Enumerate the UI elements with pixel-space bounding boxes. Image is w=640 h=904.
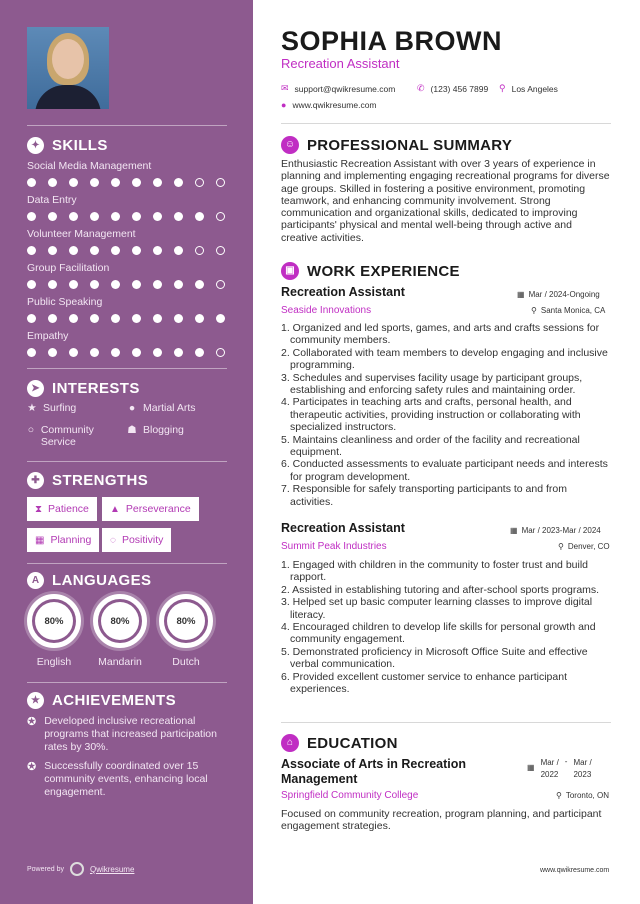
skill-item bbox=[27, 160, 232, 187]
footer-url[interactable]: www.qwikresume.com bbox=[540, 867, 610, 874]
divider bbox=[27, 368, 227, 369]
rating-dot bbox=[153, 348, 162, 357]
job-duties bbox=[281, 322, 611, 508]
phone-icon: ✆ bbox=[417, 83, 425, 93]
education-heading: ⌂ EDUCATION bbox=[281, 734, 398, 752]
rating-dot bbox=[174, 246, 183, 255]
skill-label: Empathy bbox=[27, 330, 69, 342]
languages-title: LANGUAGES bbox=[52, 572, 152, 589]
divider bbox=[27, 682, 227, 683]
rating-dot bbox=[69, 314, 78, 323]
calendar-icon: ▦ bbox=[35, 534, 45, 546]
rating-dot bbox=[174, 280, 183, 289]
trophy-icon: ★ bbox=[27, 692, 44, 709]
interest-item: ☗ Blogging bbox=[127, 424, 184, 436]
lightbulb-icon: ✦ bbox=[27, 137, 44, 154]
sidebar bbox=[0, 0, 253, 904]
profile-photo bbox=[27, 27, 109, 109]
calendar-icon: ▦ bbox=[510, 526, 518, 535]
award-icon: ✪ bbox=[27, 716, 37, 728]
rating-dot bbox=[48, 348, 57, 357]
candidate-name: SOPHIA BROWN bbox=[281, 26, 502, 56]
divider bbox=[27, 125, 227, 126]
rating-dot bbox=[111, 246, 120, 255]
rating-dot bbox=[195, 280, 204, 289]
rating-dot bbox=[69, 246, 78, 255]
list-item: 6. Provided excellent customer service to enhance participant experiences. bbox=[281, 670, 567, 696]
achievement-item: ✪ Successfully coordinated over 15 community events, enhancing local engagement. bbox=[27, 760, 208, 798]
language-ring: 80% bbox=[27, 594, 81, 648]
rating-dot bbox=[27, 314, 36, 323]
list-item: 3. Schedules and supervises facility usage by participant groups, establishing and enforcing safety rules and maintaining order. bbox=[281, 371, 583, 397]
job-title: Recreation Assistant bbox=[281, 285, 405, 299]
rating-dot bbox=[174, 178, 183, 187]
job-location: ⚲ Santa Monica, CA bbox=[531, 306, 606, 315]
interest-item: ★ Surfing bbox=[27, 402, 77, 414]
rating-dot bbox=[69, 280, 78, 289]
email[interactable]: ✉ support@qwikresume.com bbox=[281, 83, 396, 94]
interest-item: ● Martial Arts bbox=[128, 402, 196, 414]
summary-heading: ☺ PROFESSIONAL SUMMARY bbox=[281, 136, 512, 154]
achievements-title: ACHIEVEMENTS bbox=[52, 692, 176, 709]
rating-dot bbox=[27, 348, 36, 357]
circle-icon: ○ bbox=[27, 424, 35, 436]
interests-title: INTERESTS bbox=[52, 380, 140, 397]
language-ring: 80% bbox=[93, 594, 147, 648]
mail-icon: ✉ bbox=[281, 83, 289, 93]
education-date: ▦ Mar / 2022 - Mar / 2023 bbox=[527, 757, 592, 779]
rating-dot bbox=[216, 246, 225, 255]
rating-dot bbox=[69, 178, 78, 187]
divider bbox=[27, 461, 227, 462]
users-icon: ☗ bbox=[127, 424, 137, 436]
badge-icon: ✚ bbox=[27, 472, 44, 489]
list-item: 4. Participates in teaching arts and crafts, personal health, and therapeutic activities, providing instruction or collaborating with specialized instructors. bbox=[281, 396, 581, 434]
job-date: ▦ Mar / 2024-Ongoing bbox=[517, 290, 600, 299]
rating-dot bbox=[132, 280, 141, 289]
skill-item bbox=[27, 194, 232, 221]
rating-dot bbox=[48, 246, 57, 255]
rating-dot bbox=[90, 314, 99, 323]
pin-icon: ⚲ bbox=[531, 306, 537, 315]
pin-icon: ⚲ bbox=[556, 791, 562, 800]
globe-icon: ● bbox=[281, 100, 287, 110]
rating-dot bbox=[90, 246, 99, 255]
skill-label: Volunteer Management bbox=[27, 228, 136, 240]
paper-plane-icon: ➤ bbox=[27, 380, 44, 397]
rating-dot bbox=[132, 178, 141, 187]
language-label: Dutch bbox=[172, 656, 200, 668]
experience-heading: ▣ WORK EXPERIENCE bbox=[281, 262, 460, 280]
rating-dot bbox=[69, 212, 78, 221]
languages-heading bbox=[27, 572, 151, 589]
rating-dot bbox=[216, 348, 225, 357]
achievements-heading bbox=[27, 692, 176, 709]
summary-text: Enthusiastic Recreation Assistant with over 3 years of experience in planning and implementing engaging recreational programs for diverse age groups. Skilled in fostering a positive environment, promoting teamwork, and enhancing community involvement. Strong communication and organizational skills, dedicated to improving participants' physical and mental well-being through active and creative activities. bbox=[281, 158, 610, 244]
skill-rating bbox=[27, 314, 232, 323]
rating-dot bbox=[153, 246, 162, 255]
rating-dot bbox=[216, 314, 225, 323]
list-item: 6. Conducted assessments to evaluate participant needs and interests for program development. bbox=[281, 458, 608, 483]
degree-title: Associate of Arts in Recreation Management bbox=[281, 757, 467, 786]
divider bbox=[27, 563, 227, 564]
list-item: 2. Assisted in establishing tutoring and after-school sports programs. bbox=[281, 583, 600, 596]
rating-dot bbox=[132, 246, 141, 255]
rating-dot bbox=[27, 246, 36, 255]
rating-dot bbox=[195, 212, 204, 221]
skill-item bbox=[27, 262, 232, 289]
job-duties bbox=[281, 559, 611, 695]
strength-pill: ⧗ Patience bbox=[27, 497, 97, 521]
rating-dot bbox=[195, 314, 204, 323]
circle-icon: ◌ bbox=[110, 534, 116, 546]
rating-dot bbox=[195, 348, 204, 357]
rating-dot bbox=[27, 280, 36, 289]
calendar-icon: ▦ bbox=[527, 763, 535, 772]
rating-dot bbox=[132, 314, 141, 323]
skills-heading bbox=[27, 137, 108, 154]
job-location: ⚲ Denver, CO bbox=[558, 542, 610, 551]
candidate-role: Recreation Assistant bbox=[281, 56, 400, 71]
star-icon: ★ bbox=[27, 402, 37, 414]
list-item: 7. Responsible for safely transporting participants to and from activities. bbox=[281, 483, 567, 508]
rating-dot bbox=[174, 348, 183, 357]
rating-dot bbox=[48, 178, 57, 187]
skill-rating bbox=[27, 178, 232, 187]
rating-dot bbox=[174, 212, 183, 221]
powered-by: Powered by Qwikresume bbox=[27, 862, 134, 876]
location: ⚲ Los Angeles bbox=[499, 83, 558, 94]
rating-dot bbox=[111, 178, 120, 187]
job-date: ▦ Mar / 2023-Mar / 2024 bbox=[510, 526, 601, 535]
achievement-item: ✪ Developed inclusive recreational programs that increased participation rates by 30%. bbox=[27, 715, 217, 753]
mountain-icon: ▲ bbox=[110, 503, 120, 515]
list-item: 1. Organized and led sports, games, and arts and crafts sessions for community members. bbox=[281, 322, 600, 347]
skill-label: Group Facilitation bbox=[27, 262, 110, 274]
divider bbox=[281, 722, 611, 723]
school-location: ⚲ Toronto, ON bbox=[556, 791, 609, 800]
language-label: Mandarin bbox=[98, 656, 142, 668]
award-icon: ✪ bbox=[27, 761, 37, 773]
phone: ✆ (123) 456 7899 bbox=[417, 83, 489, 94]
company-name: Summit Peak Industries bbox=[281, 541, 387, 552]
rating-dot bbox=[90, 178, 99, 187]
website[interactable]: ● www.qwikresume.com bbox=[281, 100, 377, 110]
graduation-cap-icon: ⌂ bbox=[281, 734, 299, 752]
rating-dot bbox=[132, 348, 141, 357]
school-name: Springfield Community College bbox=[281, 790, 419, 801]
list-item: 4. Encouraged children to develop life skills for personal growth and community engagement. bbox=[281, 621, 596, 646]
rating-dot bbox=[90, 212, 99, 221]
language-label: English bbox=[36, 656, 72, 668]
rating-dot bbox=[174, 314, 183, 323]
strengths-title: STRENGTHS bbox=[52, 472, 149, 489]
rating-dot bbox=[111, 314, 120, 323]
strength-pill: ▦ Planning bbox=[27, 528, 99, 552]
rating-dot bbox=[216, 280, 225, 289]
rating-dot bbox=[132, 212, 141, 221]
rating-dot bbox=[27, 178, 36, 187]
skills-title: SKILLS bbox=[52, 137, 108, 154]
rating-dot bbox=[216, 212, 225, 221]
skill-rating bbox=[27, 212, 232, 221]
divider bbox=[281, 123, 611, 124]
language-ring: 80% bbox=[159, 594, 213, 648]
skill-rating bbox=[27, 280, 232, 289]
list-item: 3. Helped set up basic computer learning classes to improve digital literacy. bbox=[281, 596, 593, 621]
globe-icon: ● bbox=[128, 402, 136, 414]
list-item: 5. Demonstrated proficiency in Microsoft Office Suite and effective verbal communication. bbox=[281, 645, 588, 671]
list-item: 1. Engaged with children in the community to foster trust and build rapport. bbox=[281, 559, 589, 584]
rating-dot bbox=[48, 314, 57, 323]
calendar-icon: ▦ bbox=[517, 290, 525, 299]
list-item: 5. Maintains cleanliness and order of the facility and recreational equipment. bbox=[281, 433, 580, 459]
skill-label: Public Speaking bbox=[27, 296, 103, 308]
hourglass-icon: ⧗ bbox=[35, 503, 43, 515]
location-pin-icon: ⚲ bbox=[499, 83, 506, 93]
pin-icon: ⚲ bbox=[558, 542, 564, 551]
rating-dot bbox=[195, 246, 204, 255]
user-icon: ☺ bbox=[281, 136, 299, 154]
rating-dot bbox=[90, 348, 99, 357]
qwikresume-logo-icon bbox=[70, 862, 84, 876]
rating-dot bbox=[111, 212, 120, 221]
rating-dot bbox=[153, 212, 162, 221]
education-text: Focused on community recreation, program planning, and participant engagement strategies. bbox=[281, 808, 602, 833]
brand-link[interactable]: Qwikresume bbox=[89, 864, 135, 874]
language-icon: A bbox=[27, 572, 44, 589]
rating-dot bbox=[216, 178, 225, 187]
skill-label: Data Entry bbox=[27, 194, 77, 206]
rating-dot bbox=[153, 178, 162, 187]
skill-label: Social Media Management bbox=[27, 160, 152, 172]
skill-rating bbox=[27, 348, 232, 357]
company-name: Seaside Innovations bbox=[281, 305, 372, 316]
interest-item: ○ Community Service bbox=[27, 424, 94, 448]
rating-dot bbox=[48, 280, 57, 289]
rating-dot bbox=[153, 314, 162, 323]
rating-dot bbox=[69, 348, 78, 357]
skill-item bbox=[27, 296, 232, 323]
rating-dot bbox=[48, 212, 57, 221]
list-item: 2. Collaborated with team members to develop engaging and inclusive programming. bbox=[281, 346, 608, 372]
rating-dot bbox=[153, 280, 162, 289]
rating-dot bbox=[195, 178, 204, 187]
rating-dot bbox=[111, 280, 120, 289]
rating-dot bbox=[90, 280, 99, 289]
briefcase-icon: ▣ bbox=[281, 262, 299, 280]
strength-pill: ▲ Perseverance bbox=[102, 497, 199, 521]
strengths-heading bbox=[27, 472, 148, 489]
job-title: Recreation Assistant bbox=[281, 521, 405, 535]
rating-dot bbox=[111, 348, 120, 357]
rating-dot bbox=[27, 212, 36, 221]
interests-heading bbox=[27, 380, 140, 397]
skill-rating bbox=[27, 246, 232, 255]
strength-pill: ◌ Positivity bbox=[102, 528, 171, 552]
skill-item bbox=[27, 228, 232, 255]
skill-item bbox=[27, 330, 232, 357]
